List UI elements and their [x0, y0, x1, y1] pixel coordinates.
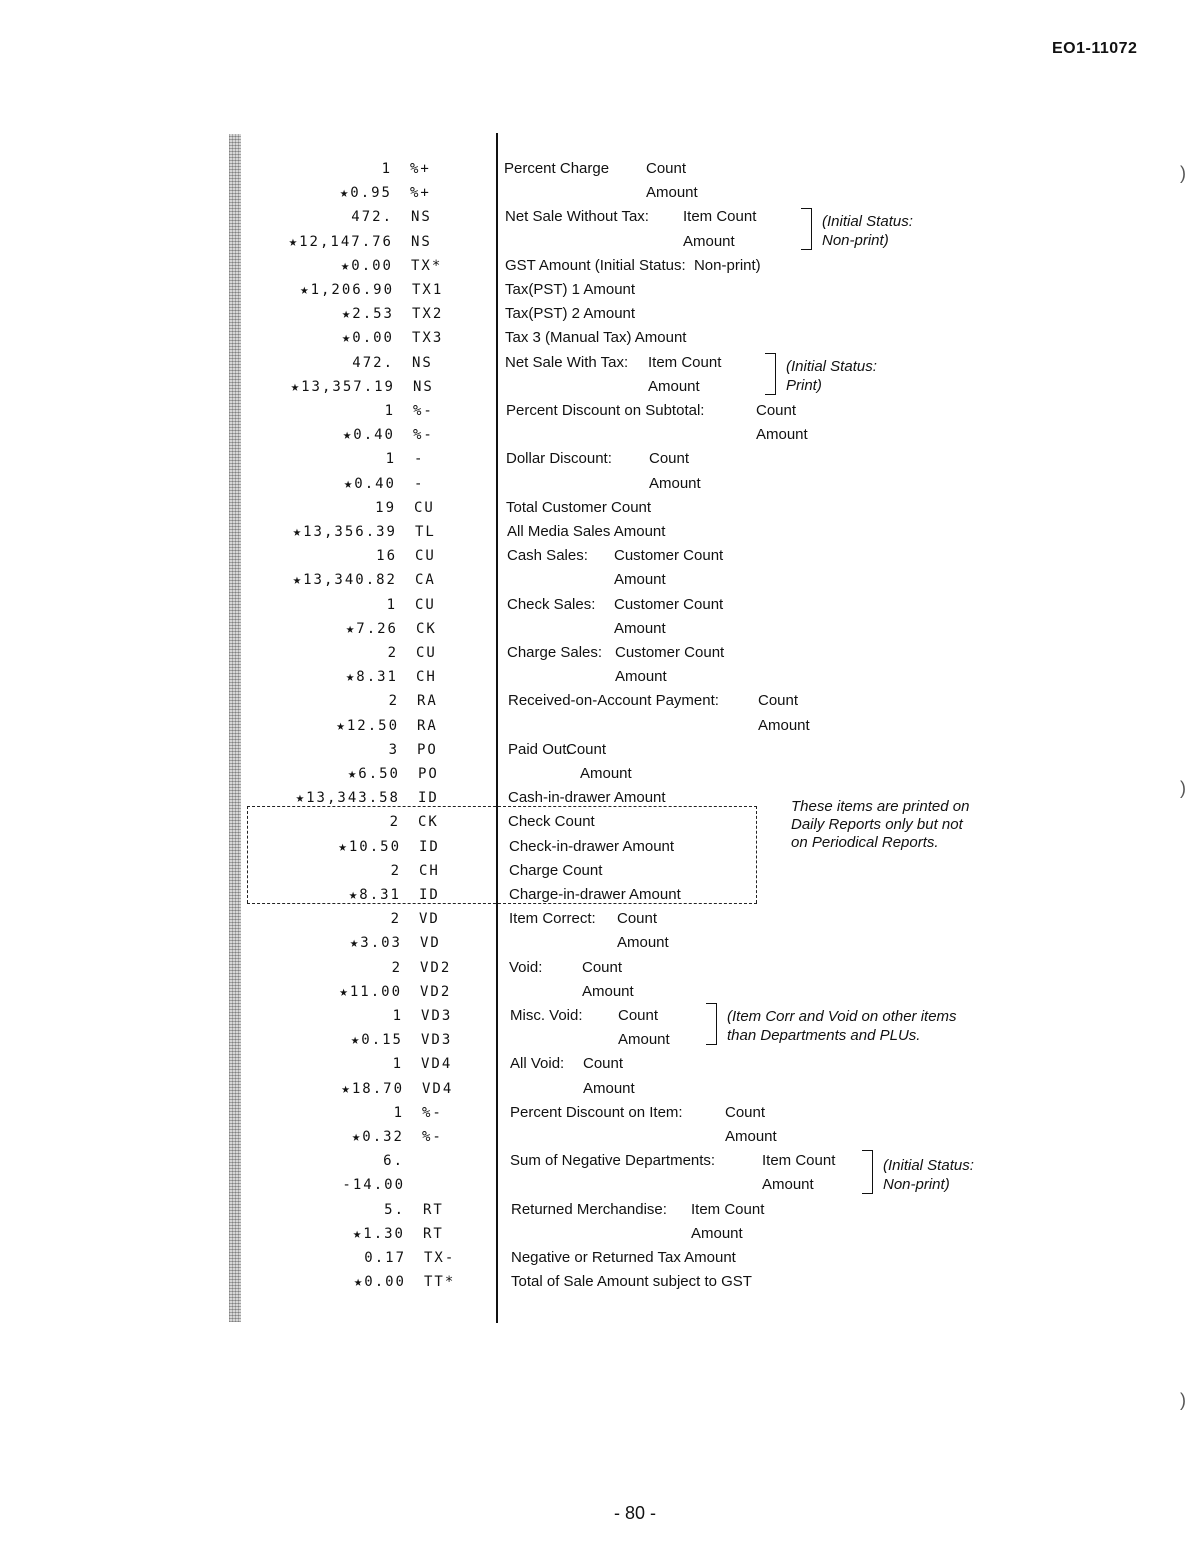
row-sub-label: Amount: [648, 377, 700, 395]
receipt-value: 472.: [352, 354, 394, 371]
receipt-value: ★1,206.90: [300, 282, 394, 298]
row-sub-label: Count: [725, 1103, 766, 1121]
row-sub-label: Count: [618, 1007, 659, 1024]
row-sub-label: Amount: [646, 184, 698, 202]
receipt-code: NS: [413, 378, 434, 395]
receipt-code: %-: [413, 403, 434, 419]
note-initial-status-print: (Initial Status: Print): [786, 358, 877, 394]
margin-mark-1: ): [1180, 163, 1186, 183]
bracket-misc-void: [706, 1003, 717, 1045]
receipt-code: CU: [415, 596, 436, 613]
row-description: Dollar Discount:: [506, 450, 612, 468]
receipt-code: RT: [423, 1225, 444, 1242]
receipt-code: CU: [415, 548, 436, 565]
receipt-code: TX-: [424, 1250, 456, 1266]
row-description: Net Sale Without Tax:: [505, 208, 649, 226]
receipt-value: ★12.50: [336, 717, 399, 734]
receipt-code: PO: [417, 741, 438, 758]
receipt-code: CH: [416, 669, 437, 686]
receipt-code: VD4: [421, 1056, 453, 1073]
receipt-code: TX1: [412, 282, 444, 298]
row-description: Returned Merchandise:: [511, 1200, 667, 1218]
row-description: Percent Discount on Subtotal:: [506, 402, 705, 419]
receipt-code: ID: [418, 790, 439, 807]
dashed-box-left: [247, 806, 248, 903]
dashed-box-right: [756, 806, 757, 903]
receipt-value: ★2.53: [341, 306, 394, 323]
receipt-value: ★8.31: [348, 887, 401, 903]
daily-report-only-note: These items are printed on Daily Reports only but not on Periodical Reports.: [791, 798, 970, 851]
receipt-value: 1: [385, 451, 396, 468]
row-sub-label: Amount: [762, 1176, 814, 1194]
row-sub-label: Count: [649, 450, 690, 468]
row-sub-label: Amount: [725, 1128, 777, 1145]
receipt-value: 2: [390, 862, 401, 879]
receipt-code: NS: [411, 233, 432, 250]
receipt-value: 1: [392, 1008, 403, 1024]
receipt-code: RT: [423, 1201, 444, 1218]
row-description: Percent Charge: [504, 160, 610, 177]
receipt-value: ★0.40: [343, 475, 396, 492]
receipt-code: -: [414, 475, 425, 492]
receipt-code: TT*: [424, 1274, 456, 1291]
receipt-value: 2: [390, 911, 401, 928]
receipt-code: CA: [415, 572, 436, 589]
row-sub-label: Customer Count: [614, 595, 724, 613]
receipt-code: TX3: [412, 330, 444, 347]
row-sub-label: Amount: [691, 1224, 743, 1242]
row-description: Charge Sales:: [507, 644, 603, 661]
receipt-value: 6.: [383, 1153, 404, 1170]
row-description: Tax(PST) 1 Amount: [505, 281, 636, 298]
row-sub-label: Amount: [758, 716, 810, 734]
row-sub-label: Count: [646, 160, 687, 177]
receipt-value: ★0.40: [342, 427, 395, 444]
row-sub-label: Amount: [614, 571, 666, 589]
receipt-value: ★13,343.58: [295, 790, 400, 807]
row-sub-label: Item Count: [691, 1200, 765, 1218]
receipt-value: 2: [391, 959, 402, 976]
receipt-code: %-: [422, 1129, 443, 1145]
receipt-value: 3: [388, 741, 399, 758]
row-sub-label: Customer Count: [615, 644, 725, 661]
row-sub-label: Amount: [615, 668, 667, 686]
receipt-value: 1: [393, 1104, 404, 1121]
receipt-code: -: [414, 451, 425, 468]
row-sub-label: Item Count: [648, 353, 722, 371]
row-description: Received-on-Account Payment:: [508, 692, 719, 710]
receipt-value: 1: [381, 161, 392, 177]
receipt-value: ★7.26: [345, 620, 398, 637]
row-description: Item Correct:: [509, 910, 596, 928]
row-description: All Void:: [510, 1055, 565, 1073]
receipt-code: VD2: [420, 983, 452, 1000]
row-description: Void:: [509, 958, 543, 976]
row-sub-label: Item Count: [683, 208, 757, 226]
document-number: EO1-11072: [1052, 40, 1138, 57]
row-description: Check Count: [508, 813, 595, 831]
receipt-value: -14.00: [342, 1177, 405, 1194]
receipt-code: VD: [420, 935, 441, 952]
row-description: Tax 3 (Manual Tax) Amount: [505, 329, 687, 347]
row-description: Check Sales:: [507, 595, 596, 613]
receipt-value: ★13,356.39: [292, 524, 397, 540]
row-sub-label: Count: [566, 740, 607, 758]
receipt-code: RA: [417, 717, 438, 734]
receipt-code: %-: [413, 427, 434, 444]
row-sub-label: Count: [583, 1055, 624, 1073]
receipt-value: ★8.31: [345, 669, 398, 686]
row-description: Sum of Negative Departments:: [510, 1152, 716, 1170]
row-description: Cash-in-drawer Amount: [508, 789, 666, 807]
receipt-code: VD3: [421, 1008, 453, 1024]
note-initial-status-nonprint-1: (Initial Status: Non-print): [822, 213, 913, 249]
receipt-code: NS: [411, 209, 432, 226]
receipt-value: 0.17: [364, 1250, 406, 1266]
bracket-negative-departments: [862, 1150, 873, 1194]
row-sub-label: Amount: [580, 765, 632, 782]
receipt-value: ★0.15: [350, 1032, 403, 1049]
column-divider: [496, 133, 498, 1323]
row-description: Charge Count: [509, 861, 603, 879]
row-sub-label: Amount: [649, 474, 701, 492]
receipt-value: 5.: [384, 1201, 405, 1218]
row-sub-label: Amount: [683, 232, 735, 250]
bracket-net-sale-with-tax: [765, 353, 776, 395]
row-sub-label: Count: [582, 958, 623, 976]
receipt-value: ★13,357.19: [290, 378, 395, 395]
receipt-code: CK: [418, 814, 439, 831]
receipt-code: ID: [419, 887, 440, 903]
receipt-code: PO: [418, 766, 439, 782]
row-sub-label: Count: [756, 402, 797, 419]
receipt-value: ★3.03: [349, 935, 402, 952]
row-description: Negative or Returned Tax Amount: [511, 1249, 736, 1266]
receipt-code: VD: [419, 911, 440, 928]
row-sub-label: Customer Count: [614, 547, 724, 565]
row-sub-label: Amount: [583, 1079, 635, 1097]
row-description: All Media Sales Amount: [507, 523, 666, 540]
receipt-value: 2: [387, 645, 398, 661]
receipt-value: ★6.50: [347, 766, 400, 782]
receipt-code: TX*: [411, 257, 443, 274]
margin-mark-2: ): [1180, 778, 1186, 798]
row-description: Check-in-drawer Amount: [509, 837, 675, 855]
receipt-code: %-: [422, 1104, 443, 1121]
receipt-value: ★12,147.76: [288, 233, 393, 250]
dashed-box-bottom: [247, 903, 757, 904]
receipt-value: 16: [376, 548, 397, 565]
receipt-code: VD4: [422, 1080, 454, 1097]
receipt-code: VD3: [421, 1032, 453, 1049]
receipt-code: CH: [419, 862, 440, 879]
row-sub-label: Amount: [756, 426, 808, 444]
row-sub-label: Count: [617, 910, 658, 928]
receipt-value: ★0.32: [351, 1129, 404, 1145]
receipt-value: 1: [392, 1056, 403, 1073]
receipt-code: CK: [416, 620, 437, 637]
receipt-value: ★11.00: [339, 983, 402, 1000]
receipt-value: ★1.30: [352, 1225, 405, 1242]
receipt-code: %+: [410, 185, 431, 202]
receipt-value: 1: [386, 596, 397, 613]
receipt-code: CU: [416, 645, 437, 661]
receipt-code: NS: [412, 354, 433, 371]
row-description: Total of Sale Amount subject to GST: [511, 1273, 752, 1291]
row-description: Percent Discount on Item:: [510, 1103, 683, 1121]
row-description: Misc. Void:: [510, 1007, 583, 1024]
row-description: Charge-in-drawer Amount: [509, 886, 681, 903]
receipt-code: CU: [414, 499, 435, 516]
row-description: Paid Out:: [508, 740, 571, 758]
dashed-box-top: [247, 806, 757, 807]
receipt-code: %+: [410, 161, 431, 177]
receipt-value: 2: [389, 814, 400, 831]
receipt-value: ★13,340.82: [292, 572, 397, 589]
row-sub-label: Count: [758, 692, 799, 710]
note-initial-status-nonprint-2: (Initial Status: Non-print): [883, 1157, 974, 1193]
row-sub-label: Amount: [618, 1031, 670, 1049]
receipt-value: ★0.00: [340, 257, 393, 274]
row-description: Cash Sales:: [507, 547, 588, 565]
receipt-code: TL: [415, 524, 436, 540]
row-description: Net Sale With Tax:: [505, 353, 629, 371]
receipt-value: 472.: [351, 209, 393, 226]
page-number: - 80 -: [613, 1503, 656, 1523]
receipt-value: 1: [384, 403, 395, 419]
receipt-code: VD2: [420, 959, 452, 976]
receipt-value: 19: [375, 499, 396, 516]
row-sub-label: Amount: [582, 982, 634, 1000]
row-description: Total Customer Count: [506, 498, 652, 516]
receipt-value: 2: [388, 693, 399, 710]
row-sub-label: Amount: [617, 934, 669, 952]
receipt-value: ★0.00: [341, 330, 394, 347]
note-item-corr-void: (Item Corr and Void on other items than Departments and PLUs.: [727, 1008, 957, 1044]
margin-mark-3: ): [1180, 1390, 1186, 1410]
receipt-code: ID: [419, 838, 440, 855]
receipt-value: ★0.00: [353, 1274, 406, 1291]
receipt-code: TX2: [412, 306, 444, 323]
receipt-value: ★0.95: [339, 185, 392, 202]
bracket-net-sale-without-tax: [801, 208, 812, 250]
row-description: Tax(PST) 2 Amount: [505, 305, 636, 323]
receipt-code: RA: [417, 693, 438, 710]
row-sub-label: Amount: [614, 619, 666, 637]
row-description: GST Amount (Initial Status: Non-print): [505, 256, 761, 274]
row-sub-label: Item Count: [762, 1152, 836, 1170]
receipt-value: ★10.50: [338, 838, 401, 855]
receipt-value: ★18.70: [341, 1080, 404, 1097]
